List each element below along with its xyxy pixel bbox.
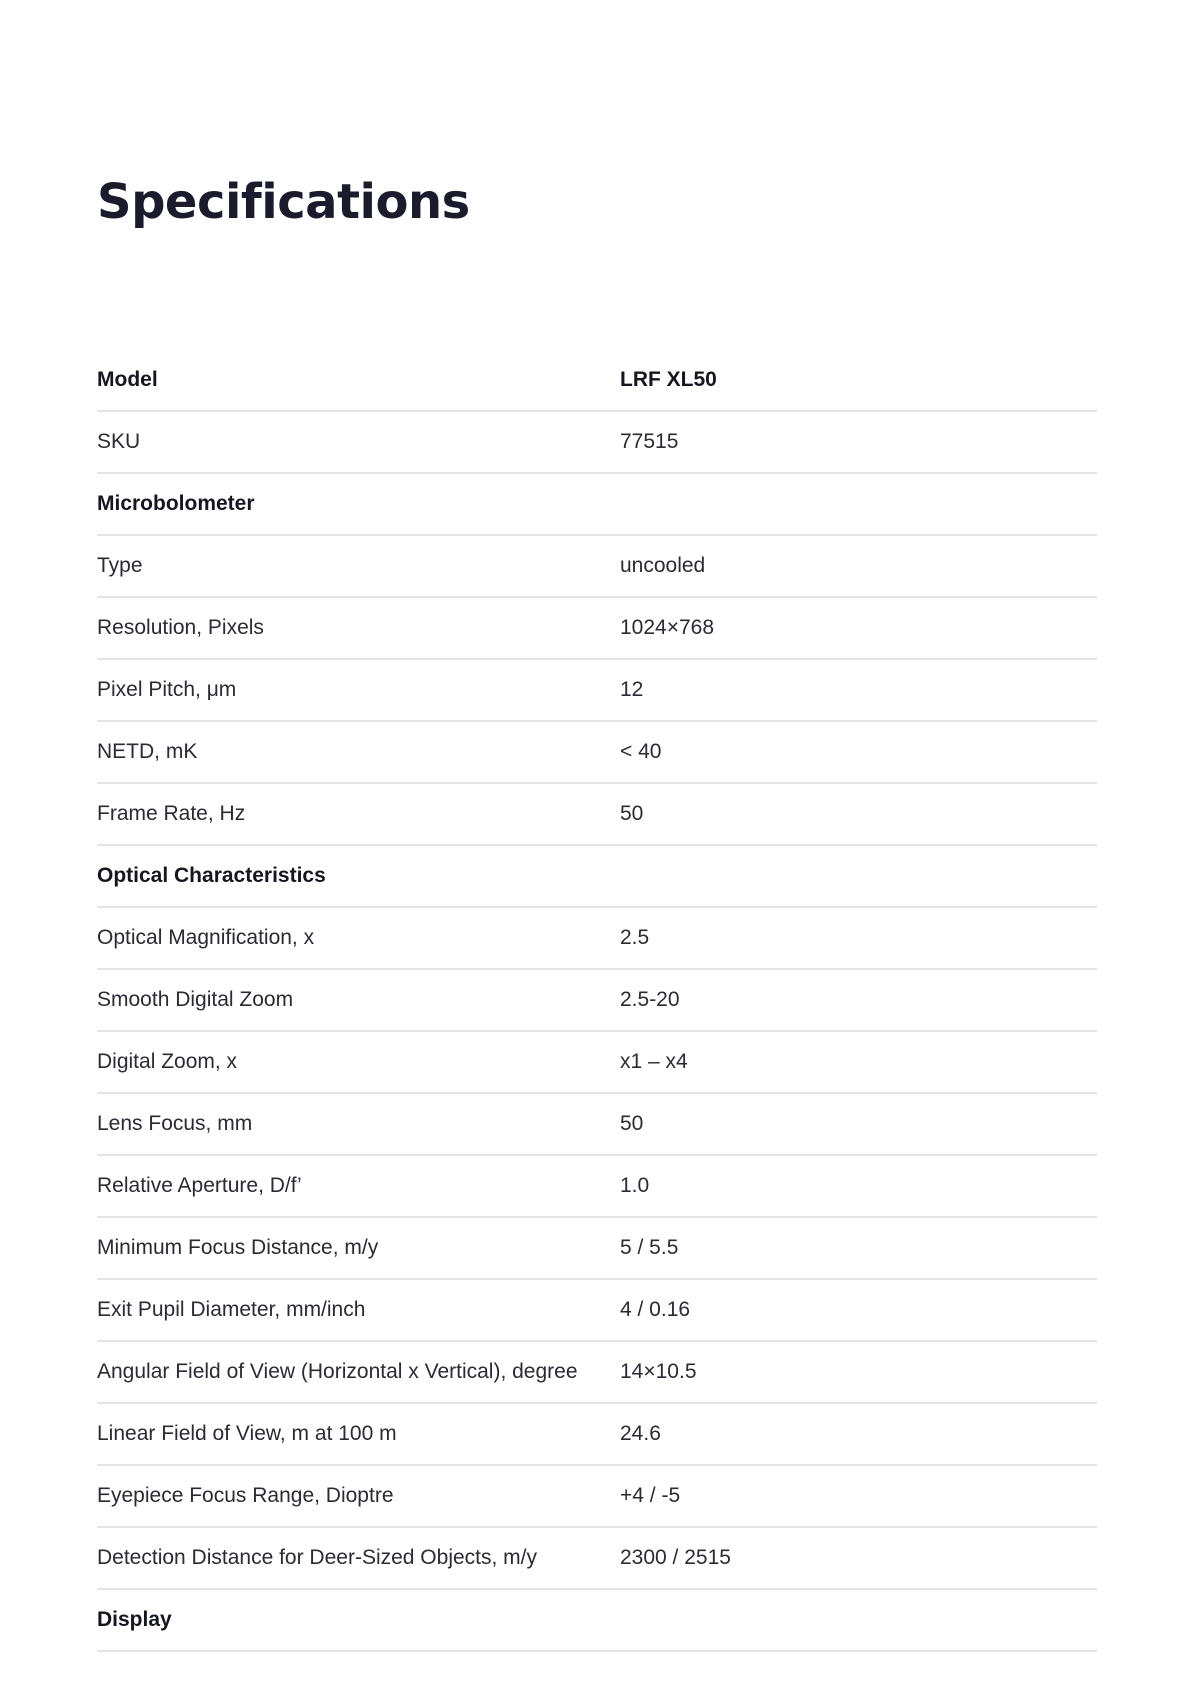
row-value: < 40 — [620, 740, 662, 763]
table-row — [97, 1404, 1097, 1466]
row-value: uncooled — [620, 554, 706, 577]
row-value: 77515 — [620, 430, 679, 453]
row-label: Exit Pupil Diameter, mm/inch — [97, 1298, 366, 1321]
table-section-header — [97, 846, 1097, 908]
row-label: Frame Rate, Hz — [97, 802, 246, 825]
table-row — [97, 1218, 1097, 1280]
row-value: 14×10.5 — [620, 1360, 697, 1383]
row-value: 1.0 — [620, 1174, 650, 1197]
row-value: 50 — [620, 1112, 644, 1135]
table-section-header — [97, 352, 1097, 412]
row-label: Optical Characteristics — [97, 864, 326, 887]
row-label: NETD, mK — [97, 740, 198, 763]
row-label: Lens Focus, mm — [97, 1112, 253, 1135]
row-value: 4 / 0.16 — [620, 1298, 691, 1321]
row-label: Microbolometer — [97, 492, 255, 515]
row-label: SKU — [97, 430, 141, 453]
row-label: Relative Aperture, D/f’ — [97, 1174, 302, 1197]
table-row — [97, 660, 1097, 722]
row-value: 12 — [620, 678, 644, 701]
row-value: 2.5 — [620, 926, 650, 949]
row-value: 2300 / 2515 — [620, 1546, 731, 1569]
table-row — [97, 1094, 1097, 1156]
row-label: Minimum Focus Distance, m/y — [97, 1236, 379, 1259]
table-row — [97, 1466, 1097, 1528]
table-section-header — [97, 474, 1097, 536]
table-row — [97, 1032, 1097, 1094]
row-value: +4 / -5 — [620, 1484, 681, 1507]
table-row — [97, 908, 1097, 970]
table-row — [97, 1342, 1097, 1404]
row-label: Smooth Digital Zoom — [97, 988, 294, 1011]
specifications-table — [97, 352, 1097, 1652]
row-label: Display — [97, 1608, 172, 1631]
row-value: x1 – x4 — [620, 1050, 688, 1073]
row-label: Linear Field of View, m at 100 m — [97, 1422, 397, 1445]
table-row — [97, 1280, 1097, 1342]
row-label: Detection Distance for Deer-Sized Objects, m/y — [97, 1546, 537, 1569]
row-label: Digital Zoom, x — [97, 1050, 238, 1073]
table-row — [97, 598, 1097, 660]
row-label: Angular Field of View (Horizontal x Vertical), degree — [97, 1360, 578, 1383]
row-value: LRF XL50 — [620, 368, 717, 391]
row-value: 2.5-20 — [620, 988, 680, 1011]
table-section-header — [97, 1590, 1097, 1652]
table-row — [97, 412, 1097, 474]
table-row — [97, 784, 1097, 846]
row-label: Optical Magnification, x — [97, 926, 315, 949]
table-row — [97, 1156, 1097, 1218]
row-label: Pixel Pitch, μm — [97, 678, 237, 701]
row-label: Model — [97, 368, 158, 391]
page-title: Specifications — [97, 174, 470, 230]
table-row — [97, 722, 1097, 784]
table-row — [97, 970, 1097, 1032]
row-value: 24.6 — [620, 1422, 661, 1445]
row-value: 5 / 5.5 — [620, 1236, 679, 1259]
row-label: Type — [97, 554, 143, 577]
row-value: 50 — [620, 802, 644, 825]
row-value: 1024×768 — [620, 616, 715, 639]
row-label: Resolution, Pixels — [97, 616, 264, 639]
table-row — [97, 1528, 1097, 1590]
row-label: Eyepiece Focus Range, Dioptre — [97, 1484, 394, 1507]
table-row — [97, 536, 1097, 598]
